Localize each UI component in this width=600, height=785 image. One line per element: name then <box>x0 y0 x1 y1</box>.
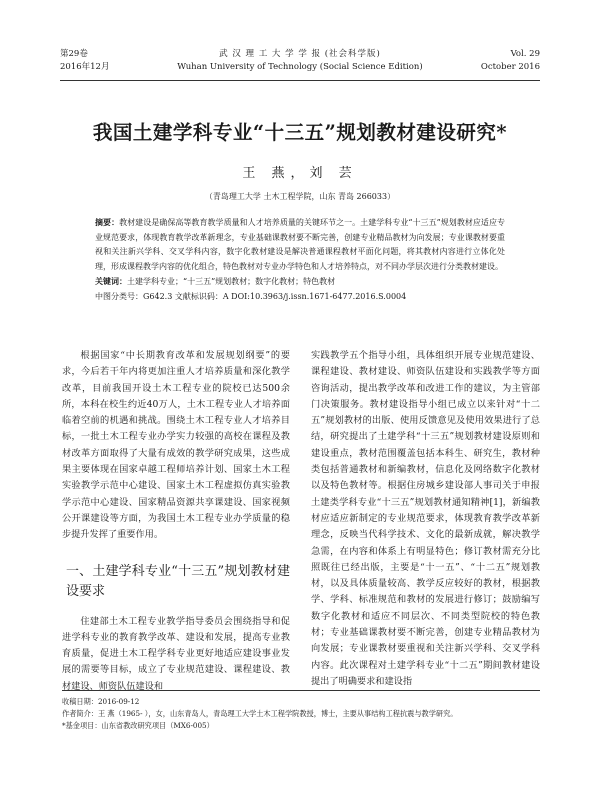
affiliation: （青岛理工大学 土木工程学院，山东 青岛 266033） <box>204 192 396 201</box>
date-en: October 2016 <box>480 62 540 72</box>
body-paragraph: 根据国家“中长期教育改革和发展规划纲要”的要求，今后若干年内将更加注重人才培养质量和深化教学改革，目前我国开设土木工程专业的院校已达500余所，本科在校生约近40万人，土木工程专业人才培养面临着空前的机遇和挑战。围绕土木工程专业人才培养目标，一批土木工程专业办学实力较强的高校在课程及教材改革方面取得了大量有成效的教学研究成果，这些成果主要体现在国家卓越工程师培养计划、国家土木工程实验教学示范中心建设、国家土木工程虚拟仿真实验教学示范中心建设、国家精品资源共享课建设、国家视频公开课建设等方面，为我国土木工程专业办学质量的稳步提升发挥了重要作用。 <box>62 350 290 541</box>
keywords <box>95 274 505 290</box>
abstract-block <box>95 215 505 304</box>
body-paragraph: 实践教学五个指导小组，具体组织开展专业规范建设、课程建设、教材建设、师资队伍建设和实践教学等方面咨询活动，提出教学改革和改进工作的建议，为主管部门决策服务。教材建设指导小组已成立以来针对“十二五”规划教材的出版、使用反馈意见及使用效果进行了总结，研究提出了土建学科“十三五”规划教材建设原则和建设重点，教材范围覆盖包括本科生、研究生，教材种类包括普通教材和新编教材，信息化及网络数字化教材以及特色教材等。根据住房城乡建设部人事司关于申报土建类学科专业“十三五”规划教材通知精神[1]，新编教材应适应新制定的专业规范要求，体现教育教学改革新理念，反映当代科学技术、文化的最新成就，解决教学急需，在内容和体系上有明显特色；修订教材需充分比照既往已经出版，主要是“十一五”、“十二五”规划教材，以及具体质量较高、教学反应较好的教材，根据教学、学科、标准规范和教材的发展进行修订；鼓励编写数字化教材和适应不同层次、不同类型院校的特色教材；专业基础课教材要不断完善，创建专业精品教材为向发展；专业课教材要重视和关注新兴学科、交叉学科内容。此次课程对土建学科专业“十二五”期间教材建设提出了明确要求和建设指 <box>311 350 540 687</box>
keywords-label: 关键词： <box>95 276 127 286</box>
header-right <box>481 48 540 74</box>
journal-name-en: Wuhan University of Technology (Social Science Edition) <box>177 62 423 72</box>
volume-en: Vol. 29 <box>510 49 540 59</box>
paper-title: 我国土建学科专业“十三五”规划教材建设研究* <box>92 121 508 144</box>
author-bio: 作者简介：王 燕（1965- ），女，山东青岛人，青岛理工大学土木工程学院教授，博士，主要从事结构工程抗震与教学研究。 <box>62 709 458 718</box>
keywords-text: 土建学科专业；“十三五”规划教材；数字化教材；特色教材 <box>127 277 336 286</box>
abstract-text: 教材建设是确保高等教育教学质量和人才培养质量的关键环节之一。土建学科专业“十三五”规划教材应适应专业规范要求，体现教育教学改革新理念，专业基础课教材要不断完善，创建专业精品教材为向发展；专业课教材要重视和关注新兴学科、交叉学科内容，数字化教材建设是解决普通课程教材平面化问题，将其教材内容进行立体化处理，形成课程教学内容的优化组合，特色教材对专业办学特色和人才培养特点，对不同办学层次进行分类教材建设。 <box>95 218 505 271</box>
header-center <box>60 48 540 74</box>
received-date: 收稿日期：2016-09-12 <box>62 697 140 706</box>
date-cn: 2016年12月 <box>60 62 110 72</box>
running-header <box>60 48 540 81</box>
journal-name-cn: 武 汉 理 工 大 学 学 报 (社会科学版) <box>219 49 381 59</box>
body-paragraph: 住建部土木工程专业教学指导委员会围绕指导和促进学科专业的教育教学改革、建设和发展，提高专业教育质量，促进土木工程学科专业更好地适应建设事业发展的需要等目标，成立了专业规范建设、课程建设、教材建设、师资队伍建设和 <box>62 615 290 692</box>
funding: *基金项目：山东省教改研究项目（MX6-005） <box>62 721 214 730</box>
abstract-label: 摘要： <box>95 217 120 227</box>
right-column <box>311 348 540 690</box>
abstract <box>95 215 505 274</box>
classification-meta: 中图分类号：G642.3 文献标识码：A DOI:10.3963/j.issn.1671-6477.2016.S.0004 <box>95 291 407 301</box>
left-column <box>62 348 290 695</box>
footnote <box>62 690 540 732</box>
volume-cn: 第29卷 <box>60 49 88 59</box>
section-heading: 一、土建学科专业“十三五”规划教材建设要求 <box>66 563 290 599</box>
authors: 王 燕，刘 芸 <box>242 166 358 181</box>
